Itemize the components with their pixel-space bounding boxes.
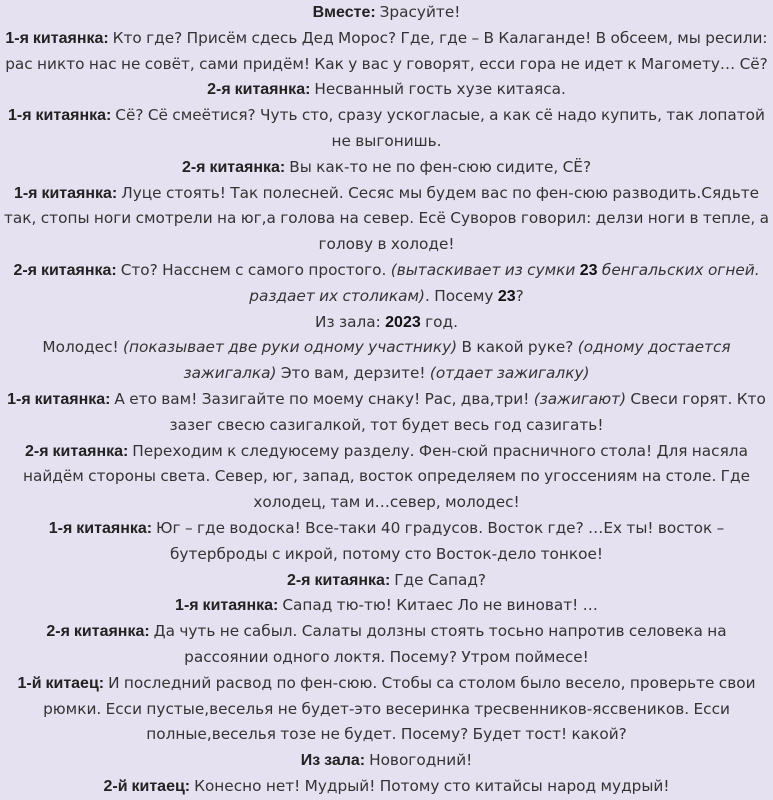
speaker-label: 1-й китаец: [17,674,109,692]
line-text: А ето вам! Зазигайте по моему снаку! Рас, два,три! [114,389,534,408]
line-text: И последний расвод по фен-сюю. Стобы са столом было весело, проверьте свои рюмки. Есси пустые,веселья не будет-это весеринка тресвенников-яссвеников. Есси полные,веселья тозе не будет. Посему? Будет тост! какой? [43,673,756,744]
dialogue-line [3,516,770,568]
line-text: Переходим к следуюсему разделу. Фен-сюй прасничного стола! Для насяла найдём стороны света. Север, юг, запад, восток определяем по угоссениям на столе. Где холодец, там и…север, молодес! [22,441,751,512]
speaker-label: 1-я китаянка: [5,29,113,47]
speaker-label: 1-я китаянка: [8,107,116,125]
line-text: Это вам, дерзите! [276,364,430,383]
stage-direction: (зажигают) [533,389,627,408]
stage-direction: (одному достается зажигалка) [183,338,731,383]
speaker-label: 1-я китаянка: [175,597,283,615]
dialogue-line [3,77,770,103]
stage-direction: (отдает зажигалку) [429,364,590,383]
line-text: В какой руке? [457,338,578,357]
stage-direction: (показывает две руки одному участнику) [123,338,458,357]
line-text: Новогодний! [369,751,473,770]
speaker-label: 1-я китаянка: [7,390,115,408]
speaker-label: 2-я китаянка: [181,158,290,176]
speaker-label: 1-я китаянка: [48,519,157,537]
dialogue-line [3,774,770,800]
dialogue-line [3,155,770,181]
line-text: Зрасуйте! [379,3,461,21]
number-emphasis: 23 [579,261,598,279]
speaker-label: 1-я китаянка: [13,184,122,202]
dialogue-line [3,335,770,387]
dialogue-line [3,310,770,336]
line-text: Юг – где водоска! Все-таки 40 градусов. Восток где? …Ех ты! восток – бутерброды с икрой, потому сто Восток-дело тонкое! [156,518,725,563]
speaker-label: 2-я китаянка: [46,623,154,641]
speaker-label: 2-я китаянка: [25,442,133,460]
stage-direction: (вытаскивает из сумки [390,260,580,279]
line-text: Сё? Сё смеётися? Чуть сто, сразу ускогласые, а как сё надо купить, так лопатой не выгонишь. [115,106,765,150]
speaker-label: 2-й китаец: [103,777,195,795]
dialogue-line [3,619,770,671]
speaker-label: Из зала: [300,752,370,770]
line-text: Вы как-то не по фен-сюю сидите, СЁ? [289,157,592,176]
line-text: Конесно нет! Мудрый! Потому сто китайсы народ мудрый! [194,776,670,795]
dialogue-line [3,593,770,619]
stage-direction: бенгальских огней. раздает их столикам) [249,260,760,305]
speaker-label: 2-я китаянка: [286,571,395,589]
line-text: Луце стоять! Так полесней. Сесяс мы будем вас по фен-сюю разводить.Сядьте так, стопы ноги смотрели на юг,а голова на север. Есё Суворов говорил: делзи ноги в тепле, а голову в холоде! [4,183,769,254]
dialogue-line [3,671,770,748]
line-text: Где Сапад? [394,570,487,589]
speaker-label: 2-я китаянка: [13,261,121,279]
line-text: Свеси горят. Кто зазег свесю сазигалкой, тот будет весь год сазигать! [169,389,766,434]
line-text: Сапад тю-тю! Китаес Ло не виноват! … [282,596,598,615]
line-text: . Посему [424,286,498,305]
dialogue-line [3,103,770,155]
line-text: Из зала: [315,312,386,331]
speaker-label: Вместе: [312,4,380,21]
line-text: Молодес! [42,338,123,357]
dialogue-line [3,0,770,26]
line-text: год. [420,312,458,331]
line-text: Несванный гость хузе китаяса. [314,80,566,99]
dialogue-line [3,439,770,516]
speaker-label: 2-я китаянка: [207,81,315,99]
dialogue-line [3,181,770,258]
line-text: Кто где? Присём сдесь Дед Морос? Где, где – В Калаганде! В обсеем, мы ресили: рас никто нас не совёт, сами придём! Как у вас у говорят, есси гора не идет к Магомету… Сё? [5,28,768,73]
dialogue-line [3,748,770,774]
line-text: ? [515,286,524,305]
line-text: Сто? Насснем с самого простого. [120,260,391,279]
dialogue-line [3,387,770,439]
line-text: Да чуть не сабыл. Салаты долзны стоять тосьно напротив селовека на рассоянии одного локтя. Посему? Утром поймесе! [153,622,727,666]
dialogue-line [3,258,770,310]
number-emphasis: 23 [497,287,516,305]
dialogue-line [3,26,770,78]
number-emphasis: 2023 [385,313,421,331]
dialogue-line [3,568,770,594]
